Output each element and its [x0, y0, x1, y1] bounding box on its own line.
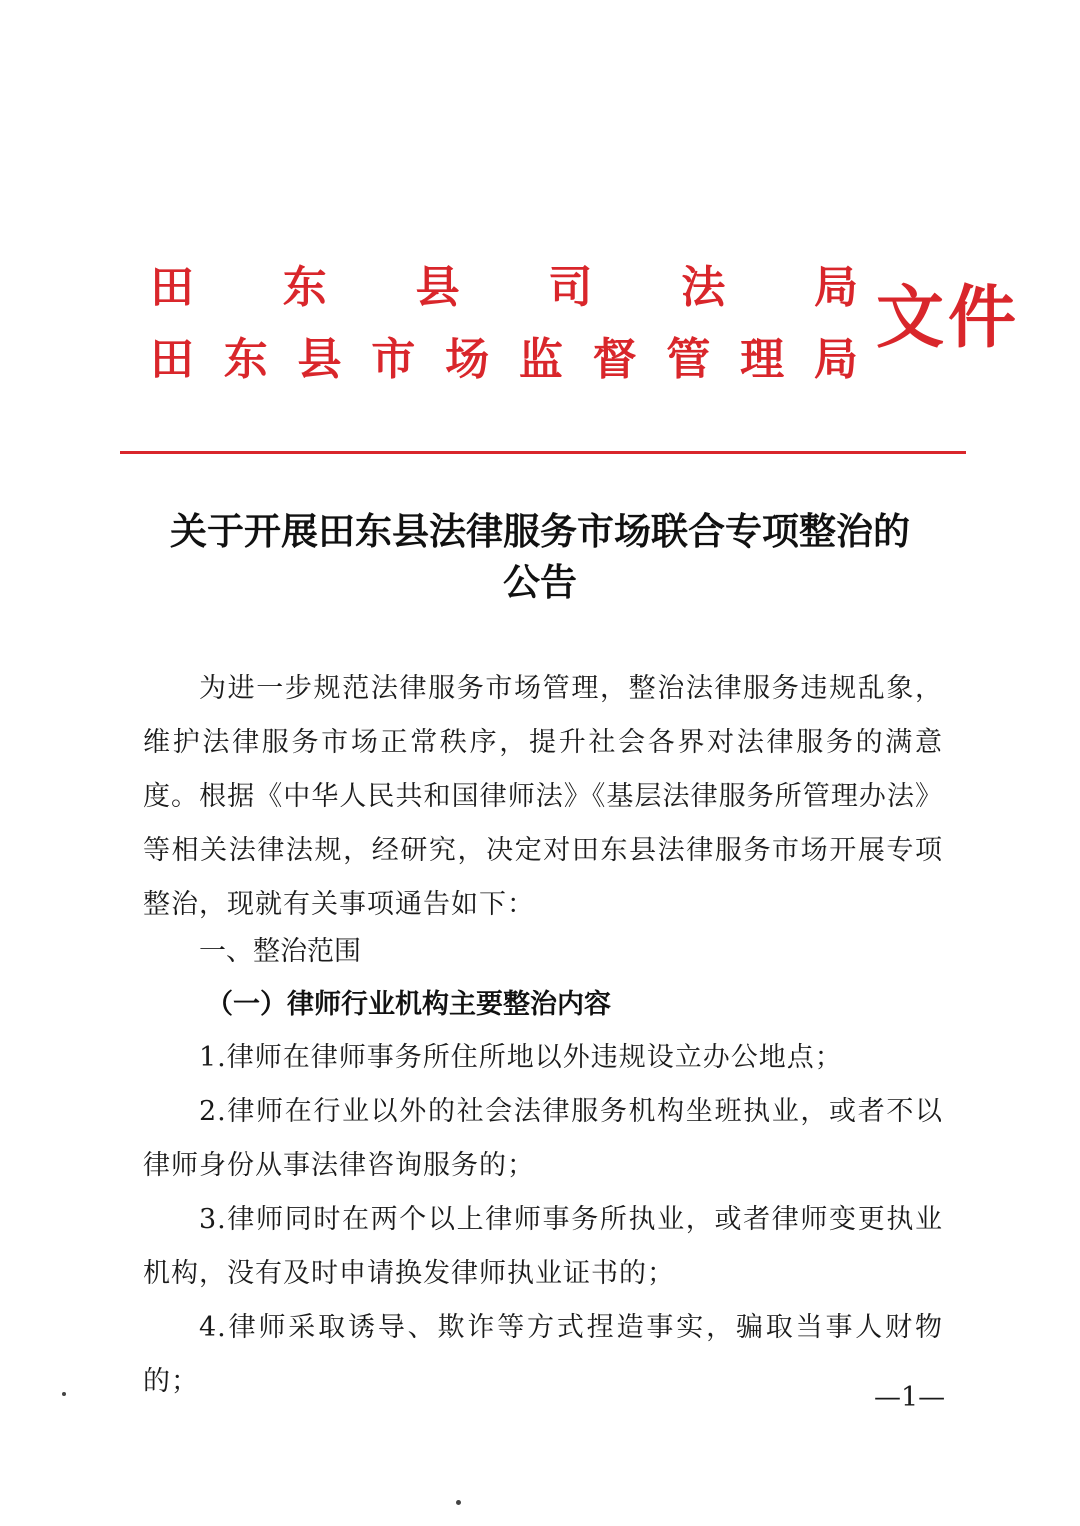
intro-paragraph	[143, 662, 943, 932]
subsection-heading-law-firms: （一）律师行业机构主要整治内容	[206, 989, 611, 1020]
issuer-char: 东	[282, 262, 327, 313]
page-number: —1—	[874, 1382, 946, 1413]
issuer-char: 法	[681, 262, 726, 313]
issuer-line-justice-bureau	[148, 262, 860, 313]
issuer-char: 监	[518, 334, 563, 385]
section-heading-scope: 一、整治范围	[199, 936, 361, 967]
list-item: 2.律师在行业以外的社会法律服务机构坐班执业，或者不以律师身份从事法律咨询服务的；	[143, 1096, 943, 1181]
issuer-char: 市	[371, 334, 416, 385]
scan-speck	[62, 1392, 66, 1396]
list-item: 4.律师采取诱导、欺诈等方式捏造事实，骗取当事人财物的；	[143, 1312, 943, 1397]
issuer-char: 局	[813, 262, 858, 313]
scan-speck	[456, 1500, 461, 1505]
issuer-char: 管	[666, 334, 711, 385]
list-item: 1.律师在律师事务所住所地以外违规设立办公地点；	[199, 1042, 843, 1073]
issuer-char: 县	[297, 334, 342, 385]
issuer-char: 督	[592, 334, 637, 385]
red-header-rule	[120, 451, 966, 454]
issuer-char: 田	[150, 262, 194, 313]
rectification-items-list	[143, 1031, 946, 1413]
list-item: 3.律师同时在两个以上律师事务所执业，或者律师变更执业机构，没有及时申请换发律师执业证书的；	[143, 1204, 943, 1289]
issuer-char: 东	[223, 334, 268, 385]
issuer-char: 田	[150, 334, 194, 385]
notice-title-line2: 公告	[503, 560, 577, 604]
intro-text: 为进一步规范法律服务市场管理，整治法律服务违规乱象，维护法律服务市场正常秩序，提升社会各界对法律服务的满意度。根据《中华人民共和国律师法》《基层法律服务所管理办法》等相关法律法规，经研究，决定对田东县法律服务市场开展专项整治，现就有关事项通告如下：	[143, 673, 943, 920]
issuer-char: 理	[740, 334, 785, 385]
issuer-char: 局	[813, 334, 858, 385]
issuer-char: 场	[445, 334, 490, 385]
issuer-char: 司	[548, 262, 593, 313]
document-type-label: 文件	[876, 278, 1021, 358]
issuer-char: 县	[415, 262, 460, 313]
notice-title-line1: 关于开展田东县法律服务市场联合专项整治的	[170, 509, 910, 553]
issuer-line-market-regulation-bureau	[148, 334, 860, 385]
